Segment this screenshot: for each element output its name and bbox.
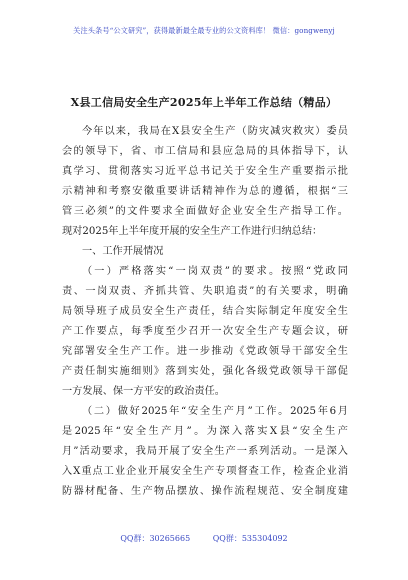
paragraph-line: 现对2025年上半年度开展的安全生产工作进行归纳总结：	[62, 226, 323, 237]
qq-group-1: QQ群：30265665	[120, 534, 191, 543]
paragraph-line: 会的领导下，省、市工信局和县应急局的具体指导下，认	[62, 146, 348, 157]
paragraph-line: 今年以来，我局在X县安全生产（防灾减灾救灾）委员	[82, 126, 348, 137]
paragraph-line: 示精神和考察安徽重要讲话精神作为总的遵循，根据“三	[62, 186, 348, 197]
paragraph-line: 产工作要点，每季度至少召开一次安全生产专题会议，研	[62, 326, 348, 337]
paragraph-line: 产责任制实施细则》落到实处，强化各级党政领导干部促	[62, 366, 348, 377]
paragraph-line: 究部署安全生产工作。进一步推动《党政领导干部安全生	[62, 346, 348, 357]
paragraph-line: 入X重点工业企业开展安全生产专项督查工作，检查企业消	[62, 466, 348, 477]
paragraph-line: 真学习、贯彻落实习近平总书记关于安全生产重要指示批	[62, 166, 348, 177]
paragraph-line: 防器材配备、生产物品摆放、操作流程规范、安全制度建	[62, 486, 348, 497]
paragraph-line: 月”活动要求，我局开展了安全生产一系列活动。一是深入	[62, 446, 348, 457]
document-body	[62, 122, 348, 502]
paragraph-line: 管三必须”的文件要求全面做好企业安全生产指导工作。	[62, 206, 348, 217]
paragraph-line: 一方发展、保一方平安的政治责任。	[62, 386, 225, 397]
paragraph-line: （二）做好2025年“安全生产月”工作。2025年6月	[82, 406, 348, 417]
document-title: X县工信局安全生产2025年上半年工作总结（精品）	[70, 96, 338, 109]
paragraph-line: （一）严格落实“一岗双责”的要求。按照“党政同	[82, 266, 348, 277]
paragraph-line: 是2025年“安全生产月”。为深入落实X县“安全生产	[62, 426, 348, 437]
paragraph-line: 责、一岗双责、齐抓共管、失职追责”的有关要求，明确	[62, 286, 348, 297]
paragraph-line: 局领导班子成员安全生产责任，结合实际制定年度安全生	[62, 306, 348, 317]
header-banner: 关注头条号“公文研究”，获得最新最全最专业的公文资料库！ 微信：gongwenyj	[73, 26, 335, 35]
qq-group-2: QQ群：535304092	[212, 534, 288, 543]
footer-banner	[0, 533, 408, 544]
section-heading: 一、工作开展情况	[82, 246, 164, 257]
